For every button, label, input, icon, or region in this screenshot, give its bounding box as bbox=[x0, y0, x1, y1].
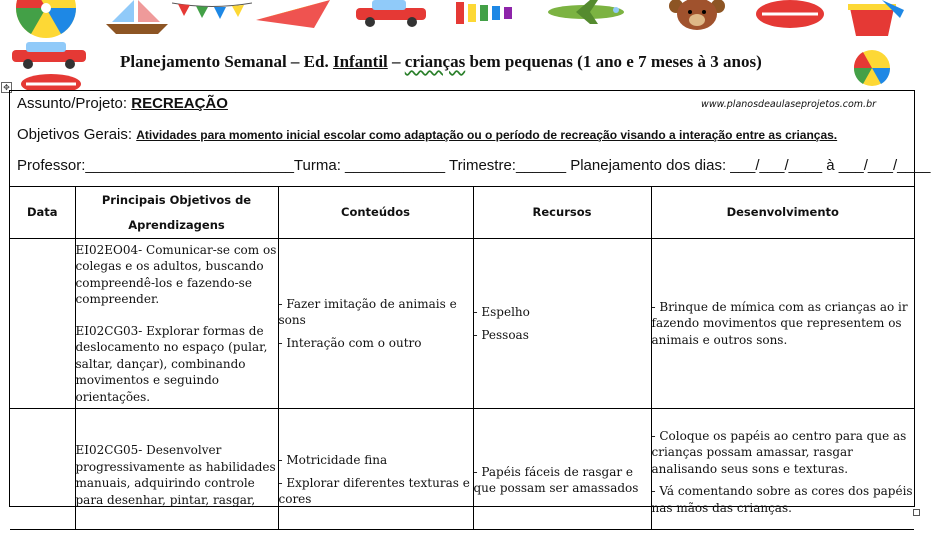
header-data: Data bbox=[10, 187, 75, 239]
table-row bbox=[10, 409, 914, 530]
cell-objetivos[interactable]: EI02CG05- Desenvolver progressivamente as habilidades manuais, adquirindo controle para desenhar, pintar, rasgar, bbox=[75, 409, 278, 530]
toy-car-icon bbox=[10, 40, 90, 70]
header-objetivos: Principais Objetivos de Aprendizagens bbox=[75, 187, 278, 239]
table-row bbox=[10, 239, 914, 409]
beach-ball-icon bbox=[836, 50, 906, 86]
table-header-row bbox=[10, 187, 914, 239]
cell-conteudos[interactable]: - Motricidade fina - Explorar diferentes texturas e cores bbox=[278, 409, 473, 530]
sailboat-icon bbox=[104, 0, 170, 36]
header-desenvolvimento: Desenvolvimento bbox=[651, 187, 914, 239]
toy-airplane-icon bbox=[544, 0, 628, 26]
info-block bbox=[10, 91, 931, 187]
header-conteudos: Conteúdos bbox=[278, 187, 473, 239]
kite-icon bbox=[254, 0, 334, 30]
cell-conteudos[interactable]: - Fazer imitação de animais e sons - Interação com o outro bbox=[278, 239, 473, 409]
planning-sheet bbox=[9, 90, 931, 515]
website-link[interactable]: www.planosdeaulaseprojetos.com.br bbox=[701, 99, 876, 110]
cell-recursos[interactable]: - Papéis fáceis de rasgar e que possam ser amassados bbox=[473, 409, 651, 530]
cell-desenvolvimento[interactable]: - Coloque os papéis ao centro para que as crianças possam amassar, rasgar analisando seus sons e texturas. - Vá comentando sobre as cores dos papéis nas mãos das crianças. bbox=[651, 409, 914, 530]
planning-table bbox=[10, 187, 914, 530]
teacher-line: Professor:_________________________Turma: ____________ Trimestre:______ Planejamento dos dias: ___/___/____ à ___/___/____ bbox=[17, 157, 931, 174]
beach-ball-icon bbox=[6, 0, 86, 38]
cell-objetivos[interactable]: EI02EO04- Comunicar-se com os colegas e os adultos, buscando compreendê-los e fazendo-se compreender. EI02CG03- Explorar formas de deslocamento no espaço (pular, saltar, dançar), combinando movimentos e seguindo orientações. bbox=[75, 239, 278, 409]
header-recursos: Recursos bbox=[473, 187, 651, 239]
objectives-value: Atividades para momento inicial escolar como adaptação ou o período de recreação visando a interação entre as crianças. bbox=[136, 128, 838, 142]
table-move-handle[interactable]: ✥ bbox=[1, 82, 12, 93]
subject-line: Assunto/Projeto: RECREAÇÃO bbox=[17, 95, 228, 112]
cell-data[interactable] bbox=[10, 409, 75, 530]
cell-data[interactable] bbox=[10, 239, 75, 409]
rugby-ball-icon bbox=[754, 0, 826, 30]
subject-value: RECREAÇÃO bbox=[131, 95, 228, 112]
cell-desenvolvimento[interactable]: - Brinque de mímica com as crianças ao ir fazendo movimentos que representem os animais e outros sons. bbox=[651, 239, 914, 409]
bunting-icon bbox=[172, 0, 252, 20]
rugby-ball-icon bbox=[20, 72, 82, 90]
teddy-bear-icon bbox=[664, 0, 730, 32]
sand-bucket-icon bbox=[842, 0, 908, 38]
objectives-line: Objetivos Gerais: Atividades para momento inicial escolar como adaptação ou o período de recreação visando a interação entre as crianças. bbox=[17, 126, 838, 143]
table-resize-handle[interactable] bbox=[913, 509, 920, 516]
xylophone-icon bbox=[454, 0, 518, 28]
toy-car-icon bbox=[352, 0, 432, 28]
cell-recursos[interactable]: - Espelho - Pessoas bbox=[473, 239, 651, 409]
page-title: Planejamento Semanal – Ed. Infantil – crianças bem pequenas (1 ano e 7 meses à 3 anos) bbox=[120, 52, 762, 71]
